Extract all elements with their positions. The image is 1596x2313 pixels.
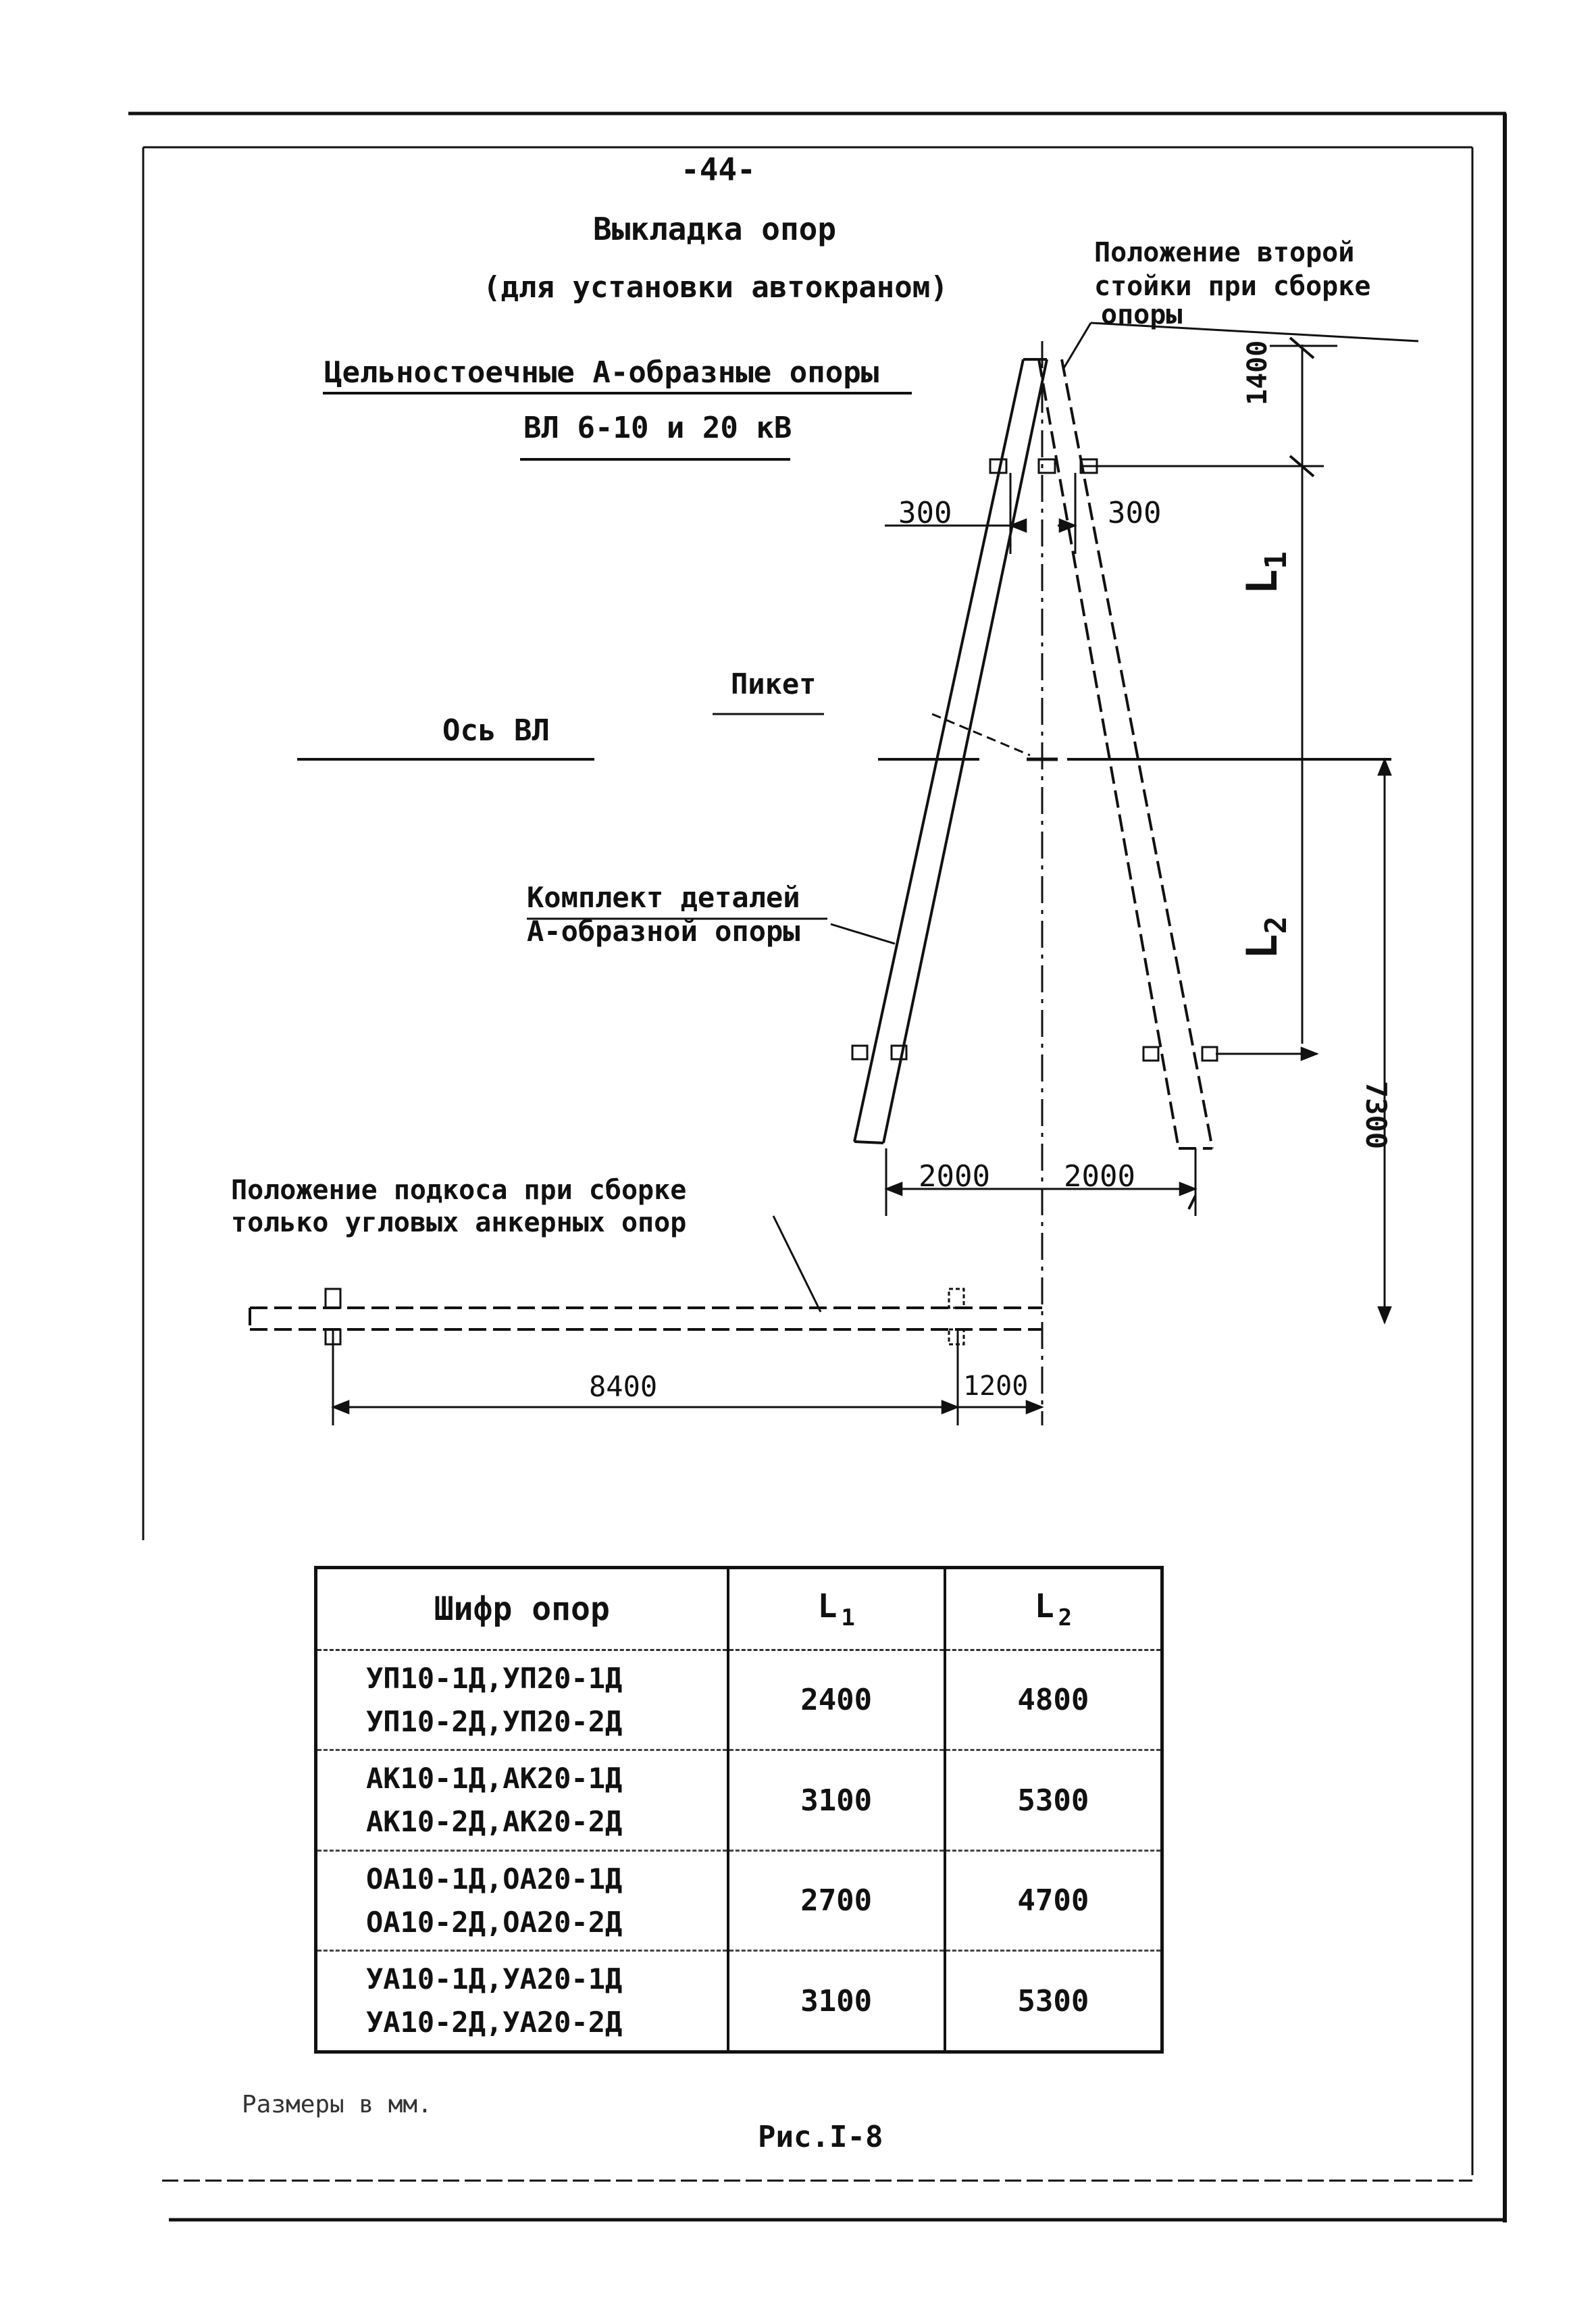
header-l2: L $_2$	[945, 1568, 1162, 1650]
cell-l1: 3100	[728, 1750, 945, 1850]
dim-offset-left: 300	[898, 496, 952, 530]
page-number: -44-	[681, 151, 756, 188]
brace-stubs	[326, 1289, 964, 1344]
cell-code: ОА10-1Д,ОА20-1Д ОА10-2Д,ОА20-2Д	[316, 1850, 728, 1950]
dim-bottom-right: 2000	[1064, 1159, 1135, 1194]
dim-l2: $L_2$	[1237, 916, 1293, 959]
cell-l2: 4700	[945, 1850, 1162, 1950]
cell-l1: 2400	[728, 1650, 945, 1750]
heading-line-2: ВЛ 6-10 и 20 кВ	[523, 411, 792, 445]
label-second-post-1: Положение второй	[1094, 237, 1355, 268]
line-axis	[297, 341, 1391, 1412]
figure-caption: Рис.I-8	[758, 2120, 883, 2154]
cell-l2: 4800	[945, 1650, 1162, 1750]
post-right-dashed	[1039, 359, 1212, 1148]
brace-dashed	[250, 1308, 1042, 1329]
label-picket: Пикет	[731, 667, 817, 701]
units-note: Размеры в мм.	[242, 2091, 432, 2118]
table-row	[316, 1951, 1162, 2052]
label-brace-2: только угловых анкерных опор	[231, 1207, 687, 1238]
table-header-row	[316, 1568, 1162, 1650]
cell-code: УП10-1Д,УП20-1Д УП10-2Д,УП20-2Д	[316, 1650, 728, 1750]
cell-l1: 3100	[728, 1951, 945, 2052]
cell-code: АК10-1Д,АК20-1Д АК10-2Д,АК20-2Д	[316, 1750, 728, 1850]
dim-l1: $L_1$	[1237, 551, 1293, 594]
support-spec-table	[314, 1566, 1164, 2054]
table-row	[316, 1650, 1162, 1750]
label-second-post-3: опоры	[1101, 299, 1183, 330]
label-line-axis: Ось ВЛ	[442, 713, 550, 748]
cell-l2: 5300	[945, 1951, 1162, 2052]
dim-brace-8400: 8400	[589, 1370, 658, 1403]
heading-line-1: Цельностоечные А-образные опоры	[324, 355, 879, 390]
dim-bottom-left: 2000	[919, 1159, 990, 1194]
header-code: Шифр опор	[316, 1568, 728, 1650]
page-subtitle: (для установки автокраном)	[483, 270, 948, 305]
table-row	[316, 1750, 1162, 1850]
cell-l1: 2700	[728, 1850, 945, 1950]
dimension-lines	[333, 338, 1385, 1425]
table-row	[316, 1850, 1162, 1950]
label-second-post-2: стойки при сборке	[1094, 271, 1371, 302]
dim-total-7300: 7300	[1360, 1081, 1393, 1150]
header-l1: L $_1$	[728, 1568, 945, 1650]
dim-brace-1200: 1200	[963, 1371, 1029, 1402]
page-title: Выкладка опор	[593, 211, 837, 247]
cell-l2: 5300	[945, 1750, 1162, 1850]
label-parts-kit-2: А-образной опоры	[527, 915, 800, 948]
dim-top-1400: 1400	[1242, 340, 1273, 405]
dim-offset-right: 300	[1108, 496, 1162, 530]
cell-code: УА10-1Д,УА20-1Д УА10-2Д,УА20-2Д	[366, 1962, 623, 2039]
label-brace-1: Положение подкоса при сборке	[231, 1175, 687, 1206]
label-parts-kit-1: Комплект деталей	[527, 881, 800, 914]
